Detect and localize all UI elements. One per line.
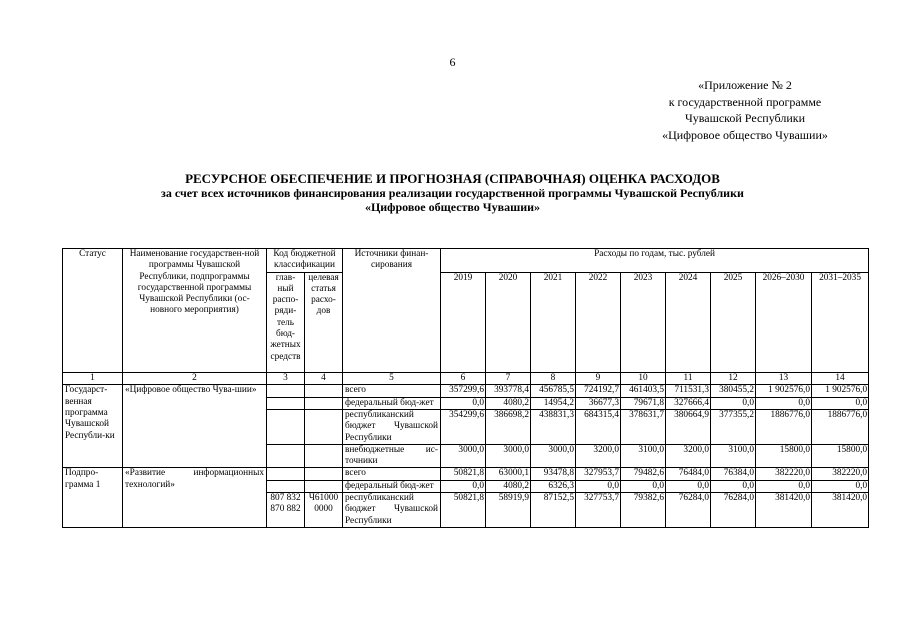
column-number: 2 — [123, 373, 267, 385]
expense-value-cell: 357299,6 — [441, 385, 486, 397]
expense-value-cell: 15800,0 — [812, 444, 869, 468]
appendix-line-2: к государственной программе — [668, 94, 822, 109]
code-target-item-cell — [305, 480, 343, 492]
code-target-item-cell: Ч61000 0000 — [305, 493, 343, 528]
expense-value-cell: 354299,6 — [441, 409, 486, 444]
code-main-manager-cell — [267, 385, 305, 397]
header-status: Статус — [63, 249, 123, 373]
expense-value-cell: 79382,6 — [621, 493, 666, 528]
expense-value-cell: 456785,5 — [531, 385, 576, 397]
expense-value-cell: 3000,0 — [531, 444, 576, 468]
expense-value-cell: 386698,2 — [486, 409, 531, 444]
appendix-line-1: «Приложение № 2 — [698, 78, 792, 92]
expense-value-cell: 684315,4 — [576, 409, 621, 444]
expense-value-cell: 4080,2 — [486, 480, 531, 492]
document-title — [0, 171, 905, 214]
expense-value-cell: 0,0 — [812, 480, 869, 492]
header-year: 2019 — [441, 272, 486, 372]
funding-source-cell: республиканский бюджет Чувашской Республики — [343, 493, 441, 528]
title-line-2: за счет всех источников финансирования реализации государственной программы Чувашской Республики — [161, 186, 744, 200]
expense-value-cell: 0,0 — [756, 480, 812, 492]
expense-value-cell: 0,0 — [576, 480, 621, 492]
funding-source-cell: всего — [343, 385, 441, 397]
expense-value-cell: 1886776,0 — [812, 409, 869, 444]
table-row — [63, 385, 869, 397]
header-year: 2023 — [621, 272, 666, 372]
expense-value-cell: 1 902576,0 — [812, 385, 869, 397]
expense-value-cell: 461403,5 — [621, 385, 666, 397]
expense-value-cell: 0,0 — [812, 397, 869, 409]
header-code-main-manager: глав-ный распо-ряди-тель бюд-жетных средств — [267, 272, 305, 373]
expense-value-cell: 724192,7 — [576, 385, 621, 397]
block-status: Подпро-грамма 1 — [63, 468, 123, 527]
expense-value-cell: 3000,0 — [486, 444, 531, 468]
expense-value-cell: 327753,7 — [576, 493, 621, 528]
expense-value-cell: 0,0 — [666, 480, 711, 492]
expense-value-cell: 0,0 — [441, 397, 486, 409]
expense-value-cell: 63000,1 — [486, 468, 531, 480]
column-number: 9 — [576, 373, 621, 385]
expense-value-cell: 76284,0 — [666, 493, 711, 528]
expense-value-cell: 378631,7 — [621, 409, 666, 444]
expense-value-cell: 3200,0 — [576, 444, 621, 468]
expense-value-cell: 0,0 — [441, 480, 486, 492]
code-target-item-cell — [305, 444, 343, 468]
header-expenses: Расходы по годам, тыс. рублей — [441, 249, 869, 273]
header-year: 2022 — [576, 272, 621, 372]
expense-value-cell: 76484,0 — [666, 468, 711, 480]
expense-value-cell: 327666,4 — [666, 397, 711, 409]
expense-value-cell: 711531,3 — [666, 385, 711, 397]
block-name: «Развитие информационных технологий» — [123, 468, 267, 527]
header-name: Наименование государствен-ной программы Чувашской Республики, подпрограммы государственной программы Чувашской Республики (ос-новного мероприятия) — [123, 249, 267, 373]
expense-value-cell: 380664,9 — [666, 409, 711, 444]
expense-value-cell: 4080,2 — [486, 397, 531, 409]
expense-value-cell: 0,0 — [711, 397, 756, 409]
code-main-manager-cell — [267, 468, 305, 480]
column-number: 5 — [343, 373, 441, 385]
header-year: 2021 — [531, 272, 576, 372]
resource-table — [62, 248, 869, 528]
expense-value-cell: 15800,0 — [756, 444, 812, 468]
expense-value-cell: 1886776,0 — [756, 409, 812, 444]
column-number: 8 — [531, 373, 576, 385]
appendix-line-3: Чувашской Республики — [684, 111, 806, 125]
code-main-manager-cell — [267, 480, 305, 492]
funding-source-cell: республиканский бюджет Чувашской Республики — [343, 409, 441, 444]
expense-value-cell: 327953,7 — [576, 468, 621, 480]
expense-value-cell: 79482,6 — [621, 468, 666, 480]
expense-value-cell: 0,0 — [756, 397, 812, 409]
expense-value-cell: 93478,8 — [531, 468, 576, 480]
code-target-item-cell — [305, 468, 343, 480]
funding-source-cell: федеральный бюд-жет — [343, 480, 441, 492]
expense-value-cell: 382220,0 — [812, 468, 869, 480]
expense-value-cell: 87152,5 — [531, 493, 576, 528]
column-number: 14 — [812, 373, 869, 385]
funding-source-cell: федеральный бюд-жет — [343, 397, 441, 409]
expense-value-cell: 50821,8 — [441, 468, 486, 480]
expense-value-cell: 393778,4 — [486, 385, 531, 397]
header-year: 2025 — [711, 272, 756, 372]
column-number-row — [63, 373, 869, 385]
page-number: 6 — [449, 55, 456, 69]
title-line-3: «Цифровое общество Чувашии» — [364, 200, 541, 214]
expense-value-cell: 76384,0 — [711, 468, 756, 480]
expense-value-cell: 14954,2 — [531, 397, 576, 409]
expense-value-cell: 438831,3 — [531, 409, 576, 444]
block-name: «Цифровое общество Чува-шии» — [123, 385, 267, 468]
expense-value-cell: 0,0 — [711, 480, 756, 492]
expense-value-cell: 3200,0 — [666, 444, 711, 468]
expense-value-cell: 380455,2 — [711, 385, 756, 397]
expense-value-cell: 0,0 — [621, 480, 666, 492]
header-year: 2031–2035 — [812, 272, 869, 372]
expense-value-cell: 36677,3 — [576, 397, 621, 409]
column-number: 10 — [621, 373, 666, 385]
column-number: 13 — [756, 373, 812, 385]
code-target-item-cell — [305, 385, 343, 397]
column-number: 6 — [441, 373, 486, 385]
column-number: 4 — [305, 373, 343, 385]
header-sources: Источники финан-сирования — [343, 249, 441, 373]
expense-value-cell: 79671,8 — [621, 397, 666, 409]
expense-value-cell: 3100,0 — [621, 444, 666, 468]
code-main-manager-cell — [267, 444, 305, 468]
expense-value-cell: 3000,0 — [441, 444, 486, 468]
expense-value-cell: 58919,9 — [486, 493, 531, 528]
code-main-manager-cell: 807 832 870 882 — [267, 493, 305, 528]
funding-source-cell: всего — [343, 468, 441, 480]
code-target-item-cell — [305, 397, 343, 409]
column-number: 3 — [267, 373, 305, 385]
appendix-line-4: «Цифровое общество Чувашии» — [662, 127, 828, 142]
expense-value-cell: 6326,3 — [531, 480, 576, 492]
expense-value-cell: 381420,0 — [812, 493, 869, 528]
header-year: 2026–2030 — [756, 272, 812, 372]
code-target-item-cell — [305, 409, 343, 444]
appendix-note — [600, 77, 890, 143]
title-line-1: РЕСУРСНОЕ ОБЕСПЕЧЕНИЕ И ПРОГНОЗНАЯ (СПРАВОЧНАЯ) ОЦЕНКА РАСХОДОВ — [185, 171, 720, 186]
column-number: 1 — [63, 373, 123, 385]
expense-value-cell: 76284,0 — [711, 493, 756, 528]
expense-value-cell: 3100,0 — [711, 444, 756, 468]
expense-value-cell: 1 902576,0 — [756, 385, 812, 397]
header-year: 2024 — [666, 272, 711, 372]
expense-value-cell: 381420,0 — [756, 493, 812, 528]
expense-value-cell: 377355,2 — [711, 409, 756, 444]
code-main-manager-cell — [267, 409, 305, 444]
expense-value-cell: 382220,0 — [756, 468, 812, 480]
header-code: Код бюджетной классификации — [267, 249, 343, 273]
expense-value-cell: 50821,8 — [441, 493, 486, 528]
column-number: 7 — [486, 373, 531, 385]
header-year: 2020 — [486, 272, 531, 372]
code-main-manager-cell — [267, 397, 305, 409]
column-number: 11 — [666, 373, 711, 385]
header-code-target-item: целевая статья расхо-дов — [305, 272, 343, 373]
funding-source-cell: внебюджетные ис-точники — [343, 444, 441, 468]
column-number: 12 — [711, 373, 756, 385]
table-row — [63, 468, 869, 480]
block-status: Государст-венная программа Чувашской Республи-ки — [63, 385, 123, 468]
